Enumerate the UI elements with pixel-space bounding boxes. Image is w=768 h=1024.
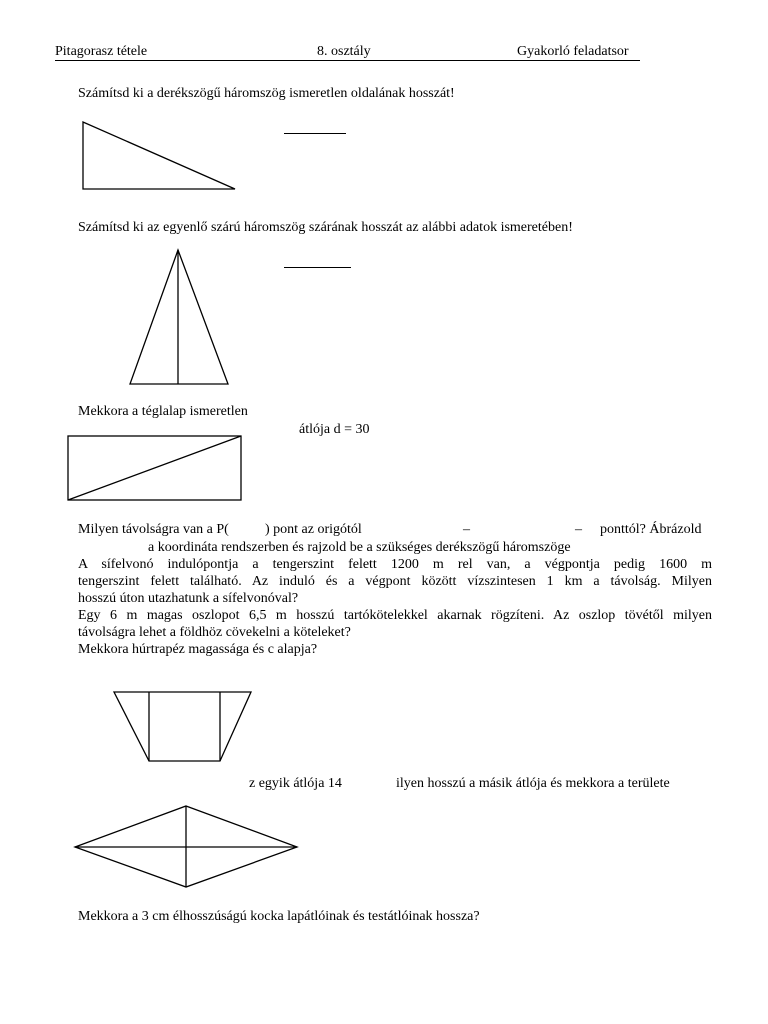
task3-line2: átlója d = 30	[299, 422, 370, 437]
rhombus-figure	[75, 806, 297, 887]
header-type: Gyakorló feladatsor	[517, 44, 629, 59]
task4-line2: a koordináta rendszerben és rajzold be a szükséges derékszögű háromszöge	[148, 540, 571, 555]
task4-part-b: ) pont az origótól	[265, 522, 362, 537]
task4-part-c: ponttól? Ábrázold	[600, 522, 702, 537]
rectangle-with-diagonal-figure	[68, 436, 241, 500]
task1-text: Számítsd ki a derékszögű háromszög ismeretlen oldalának hosszát!	[78, 86, 455, 101]
task4-dash-1: –	[463, 522, 470, 537]
task4-part-a: Milyen távolságra van a P(	[78, 522, 229, 537]
task5-line3: hosszú úton utazhatunk a sífelvonóval?	[78, 591, 299, 606]
isosceles-triangle-figure	[130, 250, 228, 384]
header-topic: Pitagorasz tétele	[55, 44, 148, 59]
task6-line1: Egy 6 m magas oszlopot 6,5 m hosszú tartókötelekkel akarnak rögzíteni. Az oszlop tövétől milyen	[78, 608, 712, 623]
task4-dash-2: –	[575, 522, 582, 537]
right-triangle-figure	[83, 122, 235, 189]
task9-text: Mekkora a 3 cm élhosszúságú kocka lapátlóinak és testátlóinak hossza?	[78, 909, 480, 924]
task8-part-b: ilyen hosszú a másik átlója és mekkora a területe	[396, 776, 670, 791]
header-grade: 8. osztály	[317, 44, 371, 59]
task5-line1: A sífelvonó indulópontja a tengerszint felett 1200 m rel van, a végpontja pedig 1600 m	[78, 557, 712, 572]
task6-line2: távolságra lehet a földhöz cövekelni a köteleket?	[78, 625, 351, 640]
task3-line1: Mekkora a téglalap ismeretlen	[78, 404, 248, 419]
task8-part-a: z egyik átlója 14	[249, 776, 342, 791]
task5-line2: tengerszint felett található. Az induló és a végpont között vízszintesen 1 km a távolság. Milyen	[78, 574, 712, 589]
task2-text: Számítsd ki az egyenlő szárú háromszög szárának hosszát az alábbi adatok ismeretében!	[78, 220, 573, 235]
task7-text: Mekkora húrtrapéz magassága és c alapja?	[78, 642, 318, 657]
trapezoid-figure	[114, 692, 251, 761]
